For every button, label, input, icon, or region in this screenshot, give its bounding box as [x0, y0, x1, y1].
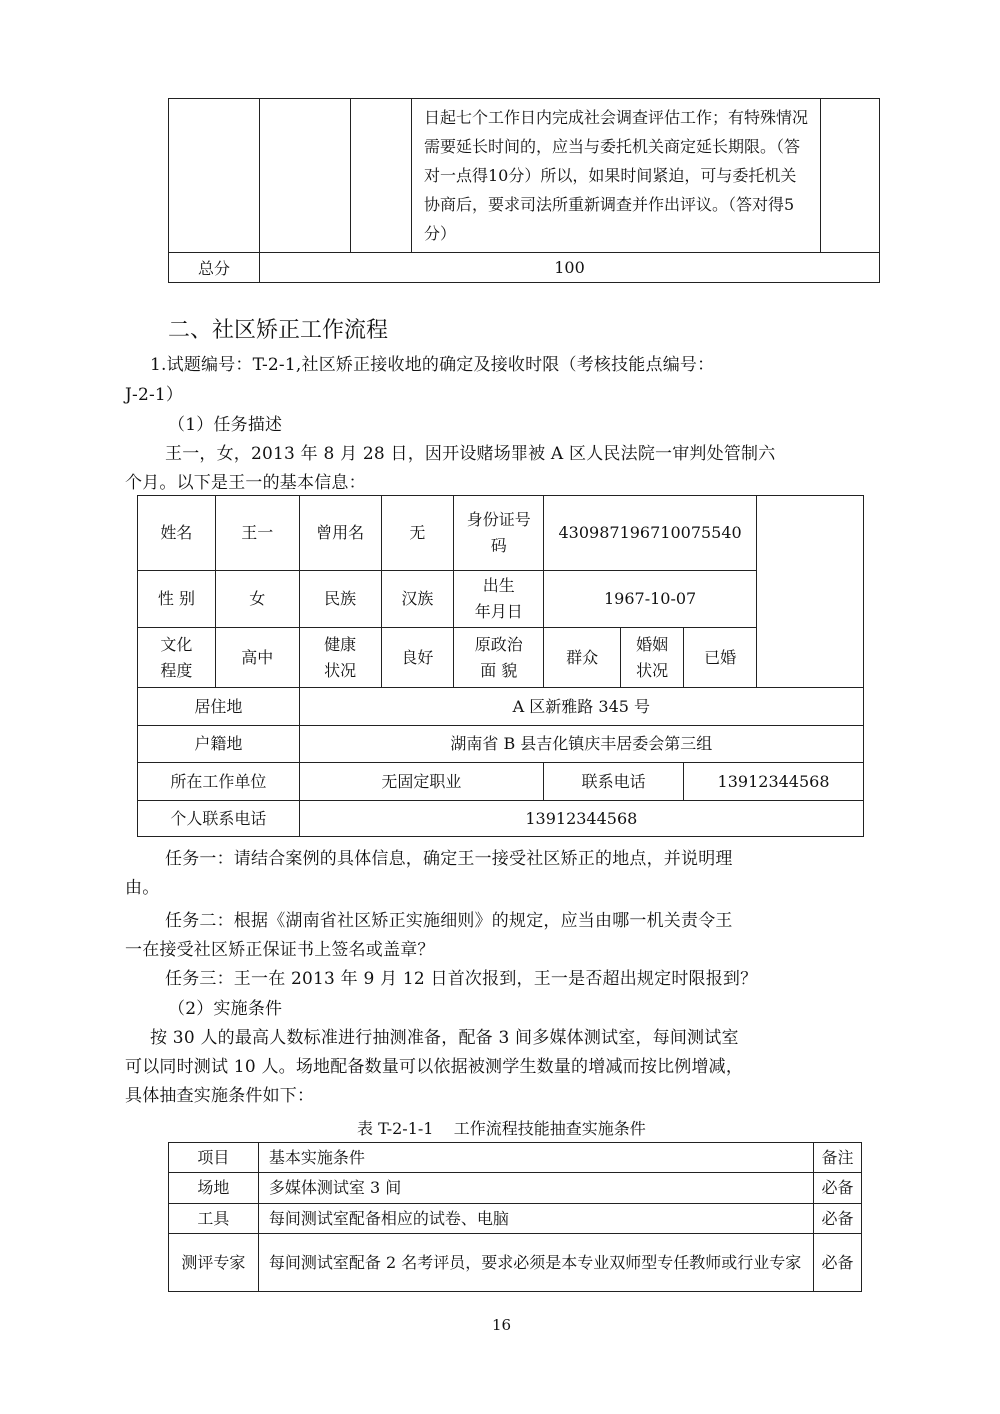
row-condition: 每间测试室配备 2 名考评员，要求必须是本专业双师型专任教师或行业专家	[258, 1234, 813, 1292]
case-intro-line-2: 个月。以下是王一的基本信息：	[125, 473, 366, 493]
score-table-continuation	[168, 98, 880, 283]
personal-phone-label: 个人联系电话	[138, 801, 300, 837]
birth-date-label	[454, 571, 544, 628]
phone-value: 13912344568	[684, 763, 864, 801]
name-label: 姓名	[138, 496, 216, 571]
health-label-line-2: 状况	[324, 660, 357, 680]
task1-line-2: 由。	[125, 878, 160, 898]
health-value: 良好	[381, 628, 454, 688]
table-caption: 表 T-2-1-1 工作流程技能抽查实施条件	[357, 1119, 646, 1138]
page-number: 16	[492, 1316, 512, 1334]
task2-line-1: 任务二：根据《湖南省社区矫正实施细则》的规定，应当由哪一机关责令王	[165, 911, 733, 931]
table-row	[169, 1173, 862, 1204]
id-number-value: 430987196710075540	[544, 496, 757, 571]
marital-label-line-2: 状况	[636, 660, 669, 680]
ethnicity-value: 汉族	[381, 571, 454, 628]
task-description-heading: （1）任务描述	[168, 415, 283, 435]
header-item: 项目	[169, 1143, 259, 1173]
household-value: 湖南省 B 县吉化镇庆丰居委会第三组	[299, 726, 863, 763]
task2-line-2: 一在接受社区矫正保证书上签名或盖章？	[125, 940, 435, 960]
row-remark: 必备	[814, 1234, 862, 1292]
photo-cell	[757, 496, 864, 688]
row-remark: 必备	[814, 1204, 862, 1234]
case-intro-line-1: 王一，女，2013 年 8 月 28 日，因开设赌场罪被 A 区人民法院一审判处管制六	[165, 444, 776, 464]
gender-label: 性 别	[138, 571, 216, 628]
row-item: 场地	[169, 1173, 259, 1204]
conditions-table	[168, 1142, 862, 1292]
basic-info-table	[137, 495, 864, 837]
household-label: 户籍地	[138, 726, 300, 763]
marital-status-label	[621, 628, 684, 688]
scoring-criteria-text: 日起七个工作日内完成社会调查评估工作；有特殊情况需要延长时间的，应当与委托机关商定延长期限。（答对一点得10分）所以，如果时间紧迫，可与委托机关协商后，要求司法所重新调查并作出评议。（答对得5分）	[412, 99, 821, 253]
table-row	[169, 1234, 862, 1292]
employer-label: 所在工作单位	[138, 763, 300, 801]
row-item: 测评专家	[169, 1234, 259, 1292]
row-condition: 多媒体测试室 3 间	[258, 1173, 813, 1204]
former-name-label: 曾用名	[299, 496, 381, 571]
political-status-label	[454, 628, 544, 688]
phone-label: 联系电话	[544, 763, 684, 801]
political-label-line-1: 原政治	[474, 634, 523, 654]
health-label-line-1: 健康	[324, 634, 357, 654]
former-name-value: 无	[381, 496, 454, 571]
birth-label-line-1: 出生	[482, 576, 515, 595]
total-label: 总分	[169, 253, 260, 283]
political-status-value: 群众	[544, 628, 621, 688]
residence-label: 居住地	[138, 688, 300, 726]
education-label-line-1: 文化	[160, 634, 193, 654]
section-heading: 二、社区矫正工作流程	[168, 318, 389, 343]
question-line-2: J-2-1）	[125, 385, 184, 405]
conditions-line-2: 可以同时测试 10 人。场地配备数量可以依据被测学生数量的增减而按比例增减，	[125, 1057, 744, 1077]
question-line-1: 1.试题编号：T-2-1,社区矫正接收地的确定及接收时限（考核技能点编号：	[150, 355, 715, 375]
row-remark: 必备	[814, 1173, 862, 1204]
education-value: 高中	[215, 628, 299, 688]
header-remarks: 备注	[814, 1143, 862, 1173]
total-value: 100	[260, 253, 880, 283]
education-label	[138, 628, 216, 688]
personal-phone-value: 13912344568	[299, 801, 863, 837]
political-label-line-2: 面 貌	[480, 660, 518, 680]
empty-cell	[169, 99, 260, 253]
conditions-line-1: 按 30 人的最高人数标准进行抽测准备，配备 3 间多媒体测试室，每间测试室	[150, 1028, 739, 1048]
conditions-heading: （2）实施条件	[168, 999, 283, 1019]
id-number-label	[454, 496, 544, 571]
marital-label-line-1: 婚姻	[636, 634, 669, 654]
conditions-line-3: 具体抽查实施条件如下：	[125, 1086, 315, 1106]
task3: 任务三：王一在 2013 年 9 月 12 日首次报到，王一是否超出规定时限报到？	[165, 969, 758, 989]
marital-status-value: 已婚	[684, 628, 757, 688]
health-label	[299, 628, 381, 688]
id-label-line-2: 码	[490, 536, 507, 555]
empty-cell	[260, 99, 351, 253]
residence-value: A 区新雅路 345 号	[299, 688, 863, 726]
employer-value: 无固定职业	[299, 763, 543, 801]
task1-line-1: 任务一：请结合案例的具体信息，确定王一接受社区矫正的地点，并说明理	[165, 849, 733, 869]
header-basic-conditions: 基本实施条件	[258, 1143, 813, 1173]
birth-label-line-2: 年月日	[474, 602, 523, 621]
row-condition: 每间测试室配备相应的试卷、电脑	[258, 1204, 813, 1234]
ethnicity-label: 民族	[299, 571, 381, 628]
birth-date-value: 1967-10-07	[544, 571, 757, 628]
row-item: 工具	[169, 1204, 259, 1234]
empty-cell	[821, 99, 880, 253]
empty-cell	[351, 99, 412, 253]
education-label-line-2: 程度	[160, 660, 193, 680]
gender-value: 女	[215, 571, 299, 628]
id-label-line-1: 身份证号	[466, 510, 531, 529]
table-row	[169, 1204, 862, 1234]
name-value: 王一	[215, 496, 299, 571]
